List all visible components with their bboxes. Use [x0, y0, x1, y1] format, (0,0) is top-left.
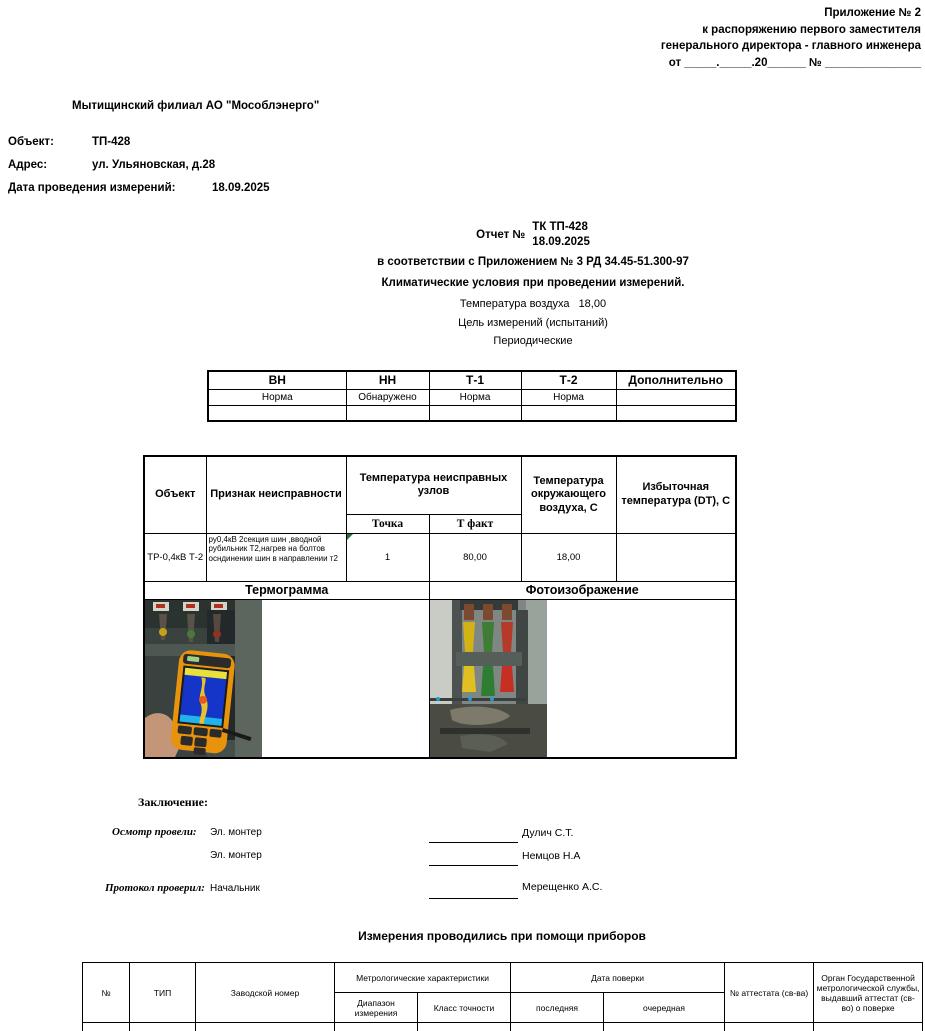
status-header-t2: Т-2: [521, 371, 616, 389]
climate-title: Климатические условия при проведении измерений.: [381, 277, 685, 289]
instr-col-last: последняя: [511, 993, 604, 1023]
status-header-nn: НН: [346, 371, 429, 389]
instr-col-cert: № аттестата (св-ва): [725, 963, 814, 1023]
instr-col-next: очередная: [604, 993, 725, 1023]
report-number-value: ТК ТП-428: [532, 221, 588, 233]
instr-col-date-group: Дата поверки: [511, 963, 725, 993]
col-excess: Избыточная температура (DT), С: [616, 456, 736, 533]
signature-line-2: [429, 850, 518, 866]
thermogram-label: Термограмма: [144, 581, 429, 599]
conclusion-title: Заключение:: [138, 795, 208, 809]
inspectors-label: Осмотр провели:: [112, 826, 197, 838]
image-row: [144, 599, 736, 758]
status-value-row: [208, 389, 736, 405]
appendix-header: [661, 5, 921, 71]
signature-line-1: [429, 827, 518, 843]
col-fault: Признак неисправности: [206, 456, 346, 533]
report-number-row: [141, 220, 925, 250]
photo-cell: [429, 599, 736, 758]
air-temp-line: [141, 298, 925, 310]
appendix-line-4: от _____._____.20______ № _______________: [668, 56, 921, 69]
measure-date-value: 18.09.2025: [212, 182, 270, 194]
thermogram-cell: [144, 599, 429, 758]
report-number-block: [532, 220, 590, 250]
inspector-role-1: Эл. монтер: [210, 827, 262, 838]
photo-label: Фотоизображение: [429, 581, 736, 599]
status-value-nn: Обнаружено: [346, 389, 429, 405]
cell-tfact: 80,00: [429, 533, 521, 581]
col-temp-group: Температура неисправных узлов: [346, 456, 521, 514]
image-label-row: [144, 581, 736, 599]
col-object: Объект: [144, 456, 206, 533]
address-label: Адрес:: [8, 159, 48, 171]
inspector-name-2: Немцов Н.А: [522, 850, 581, 862]
status-header-vn: ВН: [208, 371, 346, 389]
measurements-table: [143, 455, 737, 759]
organization-name: Мытищинский филиал АО "Мособлэнерго": [72, 100, 320, 112]
instr-col-range: Диапазон измерения: [335, 993, 418, 1023]
status-value-t1: Норма: [429, 389, 521, 405]
status-value-extra: [616, 389, 736, 405]
status-value-vn: Норма: [208, 389, 346, 405]
status-empty-row: [208, 405, 736, 421]
cell-ambient: 18,00: [521, 533, 616, 581]
checker-role: Начальник: [210, 883, 260, 894]
instr-col-num: №: [83, 963, 130, 1023]
col-ambient: Температура окружающего воздуха, С: [521, 456, 616, 533]
col-tfact: Т факт: [429, 514, 521, 533]
thermogram-photo: [145, 600, 262, 757]
inspector-role-2: Эл. монтер: [210, 850, 262, 861]
instr-col-type: ТИП: [130, 963, 196, 1023]
object-label: Объект:: [8, 136, 54, 148]
measure-header-row: [144, 456, 736, 514]
measure-data-row: [144, 533, 736, 581]
instr-col-organ: Орган Государственной метрологической службы, выдавший аттестат (св-во) о поверке: [814, 963, 923, 1023]
air-temp-value: 18,00: [578, 298, 607, 310]
status-table: [207, 370, 737, 422]
instr-col-class: Класс точности: [418, 993, 511, 1023]
instruments-title: Измерения проводились при помощи приборов: [358, 929, 646, 943]
status-value-t2: Норма: [521, 389, 616, 405]
appendix-line-2: к распоряжению первого заместителя: [702, 23, 921, 36]
checker-name: Мерещенко А.С.: [522, 881, 603, 893]
instr-empty-row: [83, 1023, 923, 1031]
appendix-line-1: Приложение № 2: [824, 7, 921, 19]
report-date-value: 18.09.2025: [532, 236, 590, 248]
status-header-t1: Т-1: [429, 371, 521, 389]
inspector-name-1: Дулич С.Т.: [522, 827, 574, 839]
checked-by-label: Протокол проверил:: [105, 882, 205, 894]
purpose-value: Периодические: [493, 335, 573, 347]
air-temp-label: Температура воздуха: [459, 298, 570, 310]
cell-excess: [616, 533, 736, 581]
signature-line-3: [429, 883, 518, 899]
instr-header-row-1: [83, 963, 923, 993]
purpose-label: Цель измерений (испытаний): [458, 317, 608, 329]
instr-col-serial: Заводской номер: [196, 963, 335, 1023]
address-value: ул. Ульяновская, д.28: [92, 159, 216, 171]
report-number-label: Отчет №: [476, 229, 526, 241]
object-value: ТП-428: [92, 136, 131, 148]
status-header-row: [208, 371, 736, 389]
report-subtitle: в соответствии с Приложением № 3 РД 34.45-51.300-97: [377, 256, 689, 268]
instruments-table: [82, 962, 923, 1031]
cell-point: 1: [346, 533, 429, 581]
cell-object: ТР-0,4кВ Т-2: [144, 533, 206, 581]
instr-col-metro-group: Метрологические характеристики: [335, 963, 511, 993]
appendix-line-3: генерального директора - главного инженера: [660, 40, 921, 52]
status-header-extra: Дополнительно: [616, 371, 736, 389]
comment-flag-icon: [347, 534, 353, 540]
cell-fault: ру0,4кВ 2секция шин ,вводной рубильник Т2,нагрев на болтов осндинении шин в направлении т2: [206, 533, 346, 581]
col-point: Точка: [346, 514, 429, 533]
cabinet-photo: [430, 600, 547, 757]
measure-date-label: Дата проведения измерений:: [8, 182, 176, 194]
